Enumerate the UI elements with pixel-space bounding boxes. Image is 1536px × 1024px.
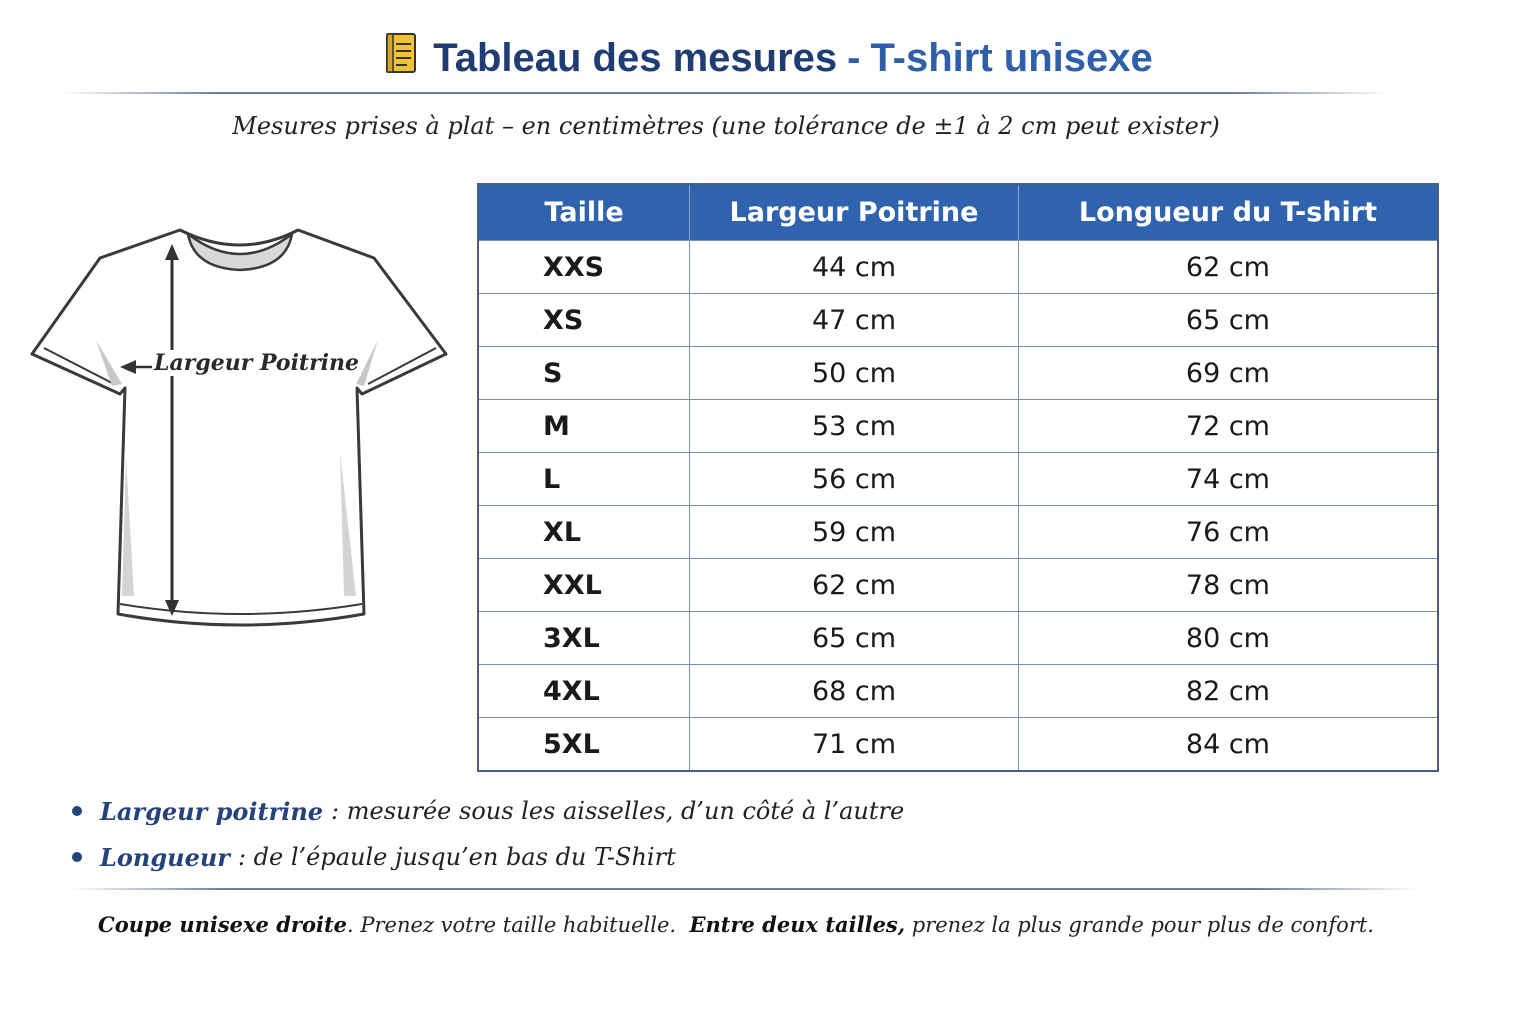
size-cell: 5XL xyxy=(478,718,690,772)
chest-cell: 53 cm xyxy=(690,400,1019,453)
table-row xyxy=(478,347,1438,400)
chest-cell: 56 cm xyxy=(690,453,1019,506)
size-cell: XXS xyxy=(478,241,690,294)
table-row xyxy=(478,718,1438,772)
header-divider xyxy=(60,92,1390,94)
size-cell: S xyxy=(478,347,690,400)
chest-cell: 68 cm xyxy=(690,665,1019,718)
title-main: Tableau des mesures xyxy=(433,35,838,80)
size-cell: XS xyxy=(478,294,690,347)
chest-cell: 47 cm xyxy=(690,294,1019,347)
size-cell: 3XL xyxy=(478,612,690,665)
length-cell: 82 cm xyxy=(1018,665,1438,718)
header-size: Taille xyxy=(478,184,690,241)
chest-cell: 62 cm xyxy=(690,559,1019,612)
footer-text-1: . Prenez votre taille habituelle. xyxy=(347,913,677,937)
chest-cell: 44 cm xyxy=(690,241,1019,294)
table-row xyxy=(478,506,1438,559)
tshirt-icon xyxy=(22,216,462,646)
footer-bold-2: Entre deux tailles, xyxy=(689,912,906,937)
note-text: : mesurée sous les aisselles, d’un côté à l’autre xyxy=(331,797,905,825)
note-text: : de l’épaule jusqu’en bas du T-Shirt xyxy=(237,843,676,871)
footer-bold-1: Coupe unisexe droite xyxy=(98,912,348,937)
list-item xyxy=(72,836,904,878)
length-cell: 65 cm xyxy=(1018,294,1438,347)
footer-divider xyxy=(68,888,1418,890)
table-row xyxy=(478,559,1438,612)
chest-cell: 59 cm xyxy=(690,506,1019,559)
length-cell: 84 cm xyxy=(1018,718,1438,772)
title-suffix: T-shirt unisexe xyxy=(870,35,1153,80)
note-term: Longueur xyxy=(100,842,230,872)
title-separator: - xyxy=(847,35,861,80)
length-cell: 74 cm xyxy=(1018,453,1438,506)
subtitle: Mesures prises à plat – en centimètres (une tolérance de ±1 à 2 cm peut exister) xyxy=(232,112,1220,140)
size-cell: 4XL xyxy=(478,665,690,718)
size-table xyxy=(477,183,1439,772)
length-cell: 62 cm xyxy=(1018,241,1438,294)
table-row xyxy=(478,665,1438,718)
length-cell: 78 cm xyxy=(1018,559,1438,612)
chest-width-label: Largeur Poitrine xyxy=(154,350,360,376)
bullet-icon xyxy=(72,806,82,816)
footer-text-2: prenez la plus grande pour plus de confort. xyxy=(911,913,1374,937)
table-header-row xyxy=(478,184,1438,241)
table-row xyxy=(478,241,1438,294)
bullet-icon xyxy=(72,852,82,862)
chest-cell: 71 cm xyxy=(690,718,1019,772)
length-cell: 80 cm xyxy=(1018,612,1438,665)
measurement-notes xyxy=(72,790,904,882)
size-cell: XL xyxy=(478,506,690,559)
footer-note xyxy=(0,912,1472,937)
list-item xyxy=(72,790,904,832)
size-cell: M xyxy=(478,400,690,453)
note-term: Largeur poitrine xyxy=(100,796,324,826)
length-cell: 72 cm xyxy=(1018,400,1438,453)
table-row xyxy=(478,453,1438,506)
length-cell: 69 cm xyxy=(1018,347,1438,400)
length-cell: 76 cm xyxy=(1018,506,1438,559)
chest-cell: 50 cm xyxy=(690,347,1019,400)
size-cell: L xyxy=(478,453,690,506)
table-row xyxy=(478,400,1438,453)
table-row xyxy=(478,294,1438,347)
table-row xyxy=(478,612,1438,665)
page-title xyxy=(0,28,1536,88)
memo-icon xyxy=(383,31,419,85)
header-length: Longueur du T-shirt xyxy=(1018,184,1438,241)
size-cell: XXL xyxy=(478,559,690,612)
chest-cell: 65 cm xyxy=(690,612,1019,665)
header-chest: Largeur Poitrine xyxy=(690,184,1019,241)
